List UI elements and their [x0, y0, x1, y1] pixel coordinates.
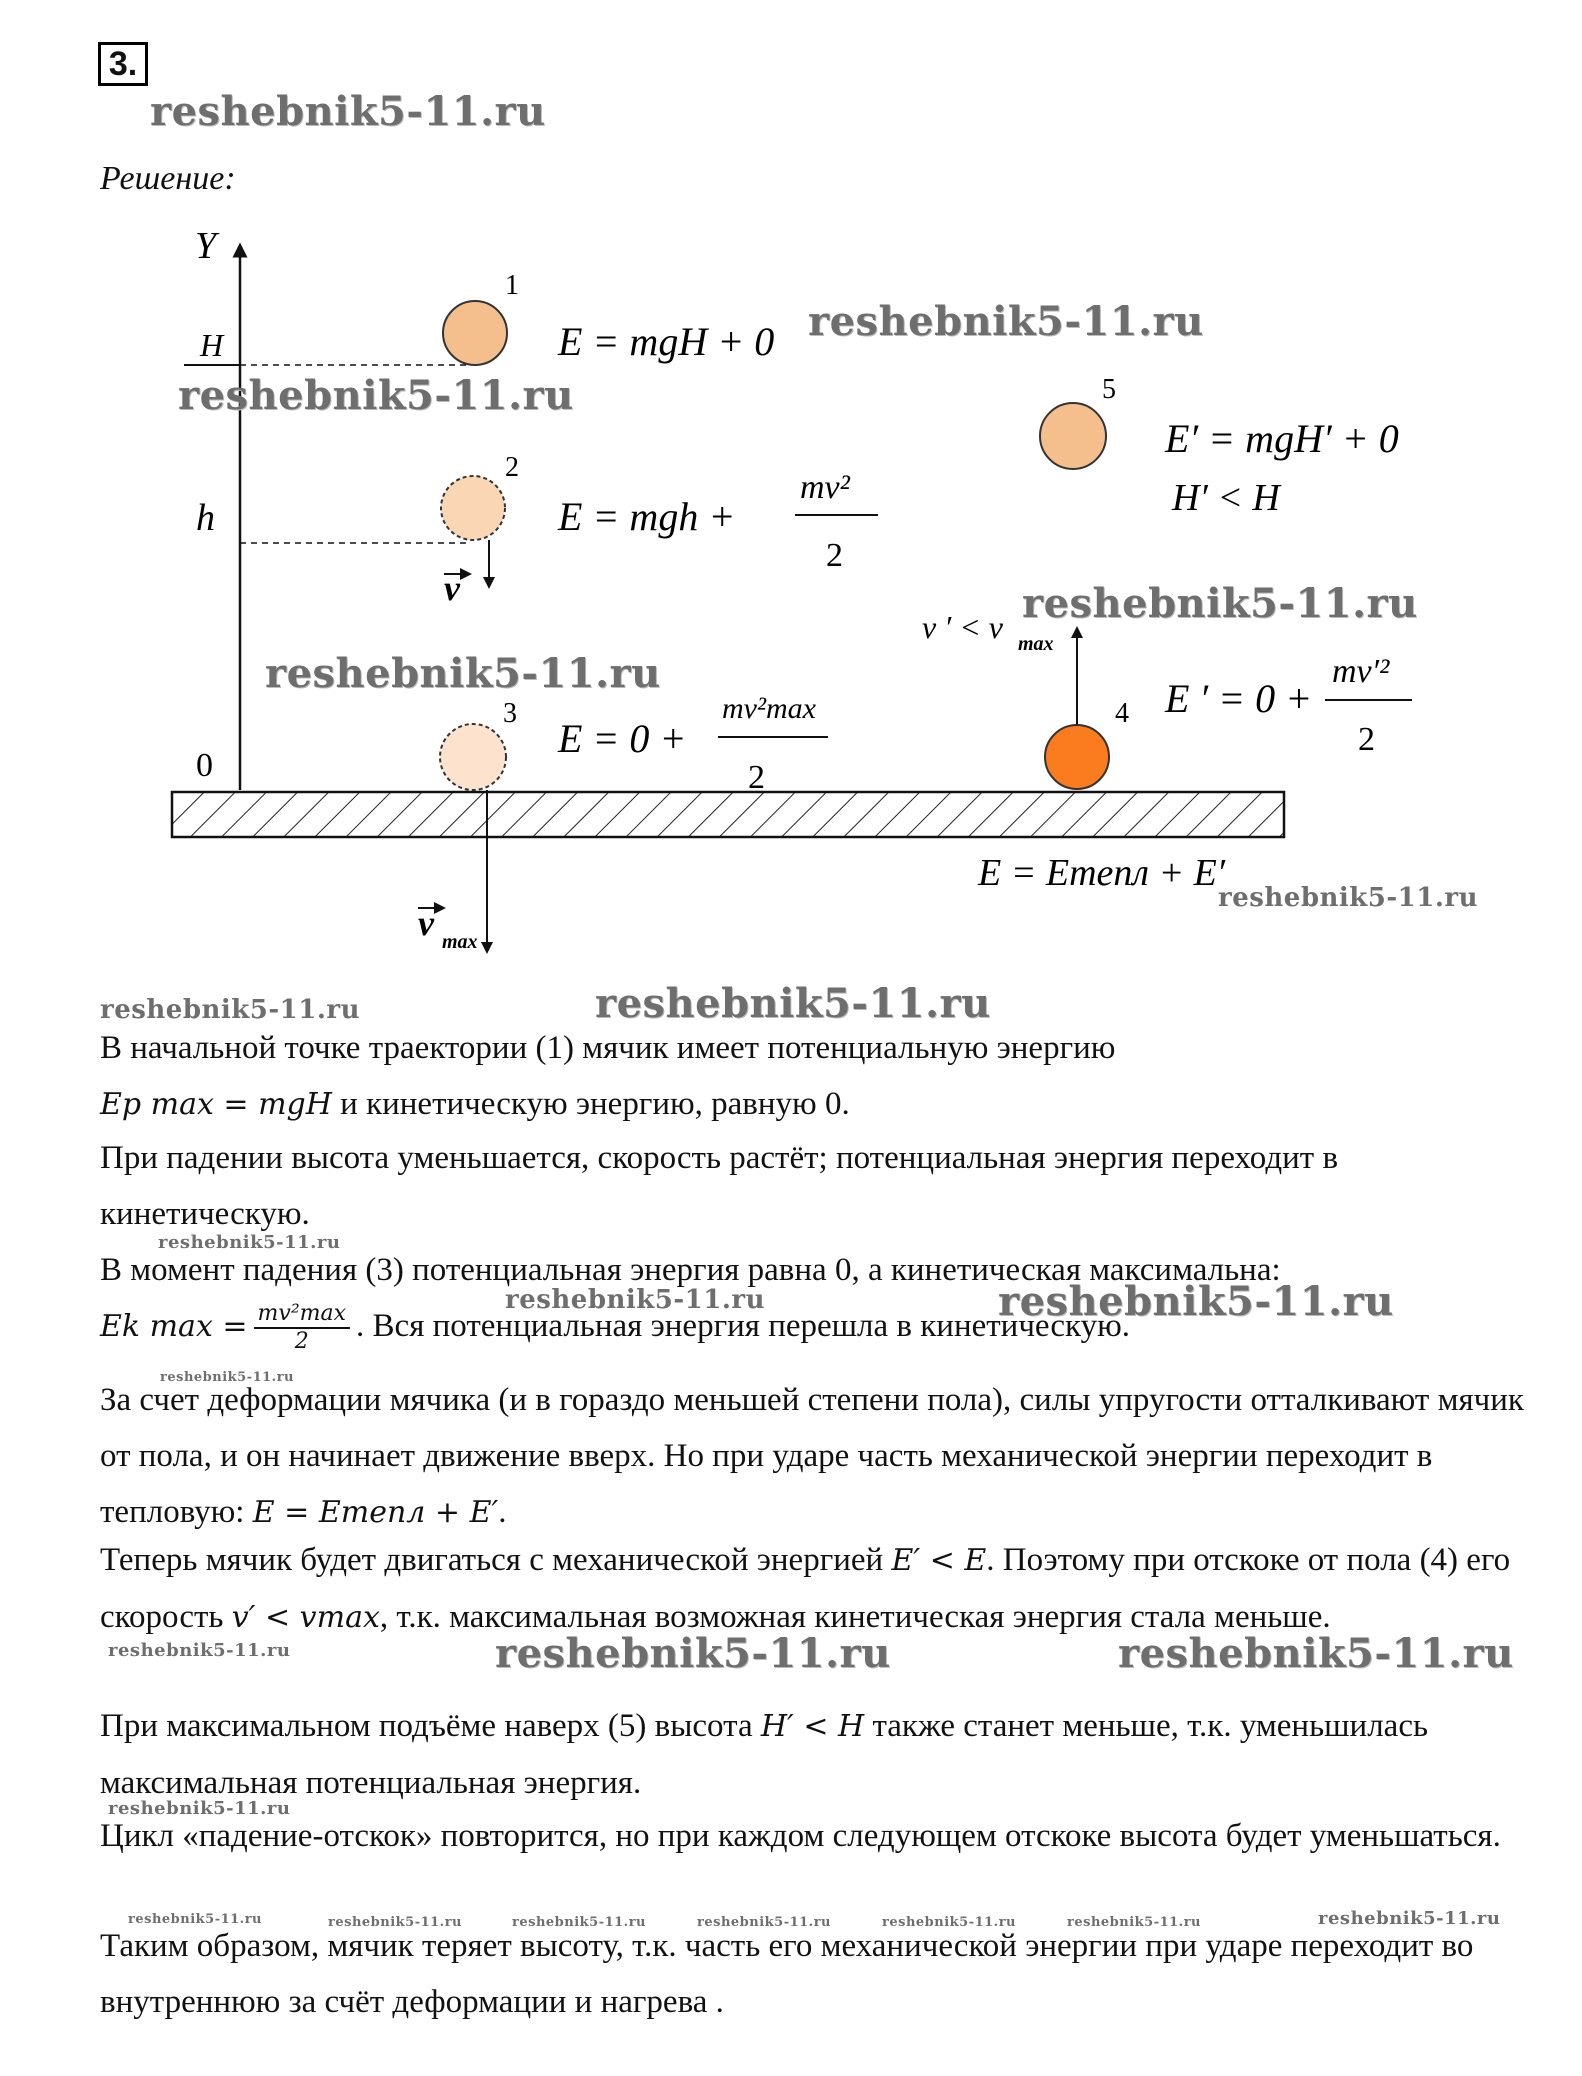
eq-3-den: 2: [748, 759, 765, 796]
formula-energy-balance: E = Eтепл + E′: [252, 1495, 499, 1530]
watermark: reshebnik5-11.ru: [998, 1278, 1394, 1325]
paragraph-1: В начальной точке траектории (1) мячик имеет потенциальную энергию Ep max = mgH и кинетическую энергию, равную 0.: [100, 1030, 1116, 1122]
y-axis-label: Y: [195, 225, 217, 267]
paragraph-8: Таким образом, мячик теряет высоту, т.к. часть его механической энергии при ударе переходит во внутреннюю за счёт деформации и нагрева .: [100, 1928, 1474, 2020]
watermark: reshebnik5-11.ru: [128, 1912, 263, 1927]
formula-ep-max: Ep max = mgH: [100, 1087, 332, 1122]
watermark: reshebnik5-11.ru: [265, 650, 661, 697]
formula-h-prime: H′ < H: [760, 1709, 865, 1744]
watermark: reshebnik5-11.ru: [158, 1232, 341, 1253]
eq-5-cond: H′ < H: [1172, 477, 1280, 519]
watermark: reshebnik5-11.ru: [108, 1640, 291, 1661]
ball-3-label: 3: [503, 698, 517, 729]
paragraph-5: Теперь мячик будет двигаться с механической энергией E′ < E. Поэтому при отскоке от пола (4) его скорость v′ < vmax, т.к. максимальная возможная кинетическая энергия стала меньше.: [100, 1542, 1511, 1635]
level-h-label: h: [196, 497, 215, 539]
vmax-sub: max: [442, 931, 478, 953]
ball-4: [1045, 725, 1109, 789]
paragraph-6: При максимальном подъёме наверх (5) высота H′ < H также станет меньше, т.к. уменьшилась максимальная потенциальная энергия.: [100, 1708, 1429, 1801]
eq-5: E′ = mgH′ + 0: [1165, 416, 1399, 461]
ball-5-label: 5: [1102, 374, 1116, 405]
watermark: reshebnik5-11.ru: [1067, 1915, 1202, 1930]
ball-3: [440, 724, 506, 790]
watermark: reshebnik5-11.ru: [328, 1915, 463, 1930]
eq-2-num: mv²: [800, 469, 850, 506]
ball-5: [1040, 403, 1106, 469]
eq-2-left: E = mgh +: [558, 494, 736, 539]
watermark: reshebnik5-11.ru: [1218, 883, 1479, 913]
watermark: reshebnik5-11.ru: [150, 88, 546, 135]
level-H-label: H: [200, 327, 224, 363]
eq-4-den: 2: [1358, 721, 1375, 758]
watermark: reshebnik5-11.ru: [160, 1370, 295, 1385]
watermark: reshebnik5-11.ru: [697, 1915, 832, 1930]
watermark: reshebnik5-11.ru: [1318, 1908, 1501, 1929]
v-label: v: [444, 568, 460, 608]
watermark: reshebnik5-11.ru: [178, 372, 574, 419]
fraction-ek-max: $\frac{\text{mv²max}}{2}$: [254, 1301, 351, 1355]
ball-1: [443, 301, 507, 365]
eq-3-num: mv²max: [722, 692, 816, 725]
watermark: reshebnik5-11.ru: [505, 1285, 766, 1315]
formula-ek-max: Ek max =: [100, 1309, 248, 1344]
paragraph-4: За счет деформации мячика (и в гораздо меньшей степени пола), силы упругости отталкивают мячик от пола, и он начинает движение вверх. Но при ударе часть механической энергии переходит в тепловую: E = Eтепл + E′.: [100, 1382, 1524, 1530]
watermark: reshebnik5-11.ru: [595, 980, 991, 1027]
physics-diagram: [0, 0, 1582, 1000]
formula-e-prime: E′ < E: [891, 1543, 987, 1578]
vmax-label: v: [418, 903, 434, 943]
paragraph-3: В момент падения (3) потенциальная энергия равна 0, а кинетическая максимальна: Ek max = $\frac{\text{mv²max}}{2}$ . Вся потенциальная энергия перешла в кинетическую.: [100, 1252, 1281, 1355]
ball-4-label: 4: [1115, 698, 1129, 729]
watermark: reshebnik5-11.ru: [808, 298, 1204, 345]
solution-label: Решение:: [100, 160, 236, 197]
watermark: reshebnik5-11.ru: [100, 995, 361, 1025]
energy-balance: E = Eтепл + E′: [978, 852, 1226, 894]
eq-4-num: mv′²: [1332, 653, 1390, 690]
ball-1-label: 1: [505, 270, 519, 301]
formula-v-prime: v′ < vmax: [231, 1600, 380, 1635]
eq-2-den: 2: [826, 537, 843, 574]
watermark: reshebnik5-11.ru: [512, 1915, 647, 1930]
eq-3-left: E = 0 +: [558, 716, 687, 761]
watermark: reshebnik5-11.ru: [882, 1915, 1017, 1930]
watermark: reshebnik5-11.ru: [108, 1798, 291, 1819]
paragraph-7: Цикл «падение-отскок» повторится, но при каждом следующем отскоке высота будет уменьшаться.: [100, 1818, 1501, 1854]
level-0-label: 0: [196, 747, 213, 784]
watermark: reshebnik5-11.ru: [1118, 1630, 1514, 1677]
ball-2-label: 2: [505, 452, 519, 483]
vprime-label: v ′ < v: [922, 609, 1003, 645]
paragraph-2: При падении высота уменьшается, скорость растёт; потенциальная энергия переходит в кинетическую.: [100, 1140, 1339, 1232]
vprime-sub: max: [1018, 633, 1054, 655]
ball-2: [441, 476, 505, 540]
floor: [172, 792, 1284, 837]
watermark: reshebnik5-11.ru: [495, 1630, 891, 1677]
problem-number: 3.: [98, 42, 148, 86]
eq-4-left: E ′ = 0 +: [1165, 676, 1313, 721]
watermark: reshebnik5-11.ru: [1022, 580, 1418, 627]
eq-1: E = mgH + 0: [558, 319, 775, 364]
